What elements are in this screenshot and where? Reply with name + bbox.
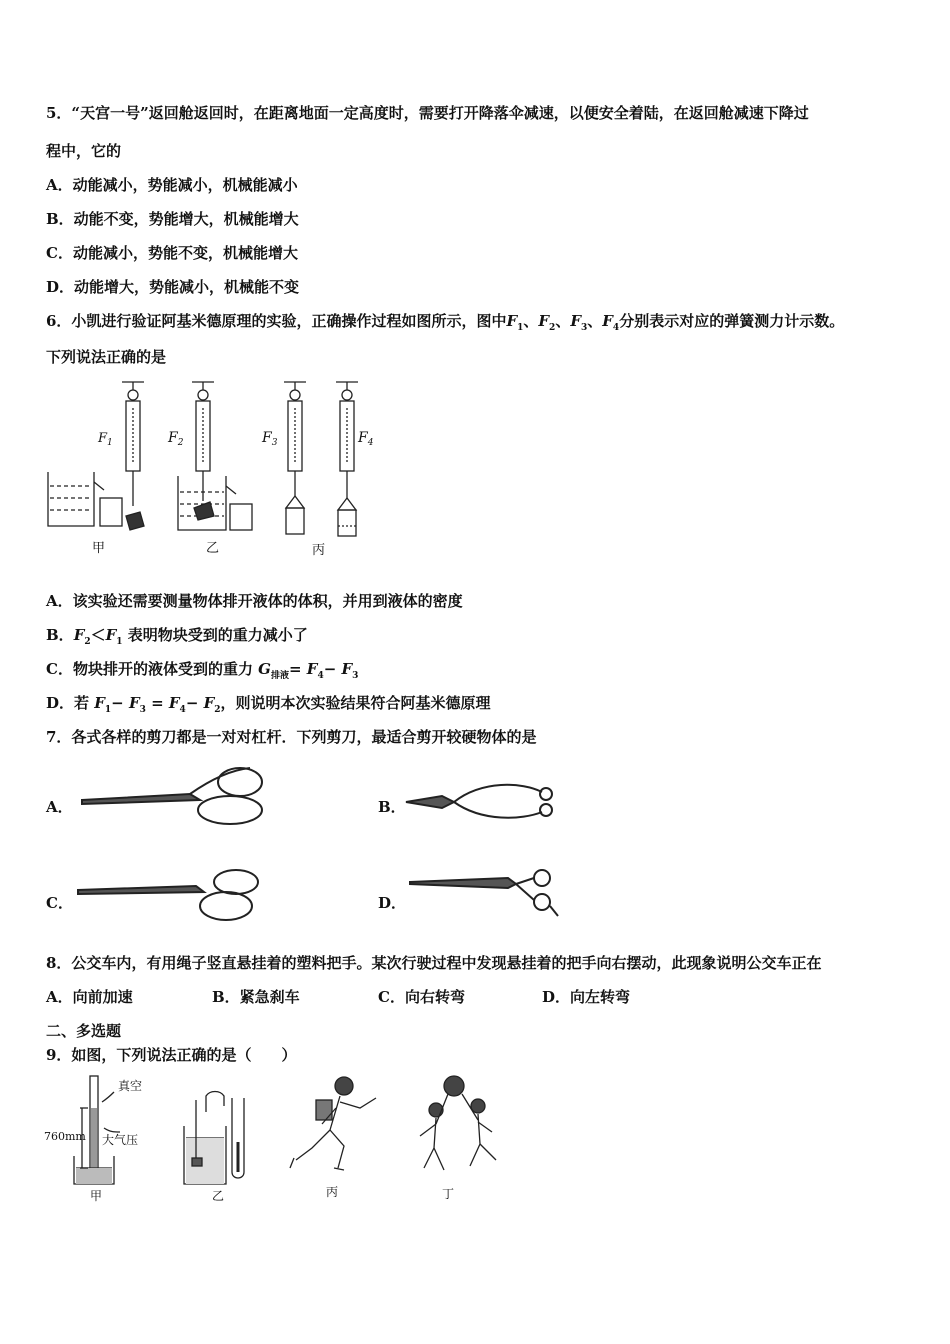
q8-option-c: C．向右转弯 — [378, 988, 465, 1006]
runner-figure — [290, 1077, 376, 1170]
q6-stem-part-a: 6．小凯进行验证阿基米德原理的实验，正确操作过程如图所示，图中 — [46, 312, 507, 330]
q7-label-b: B． — [378, 798, 406, 816]
air-pressure-label: 大气压 — [102, 1133, 139, 1147]
q7-label-c: C． — [46, 894, 73, 912]
q7-stem: 7．各式各样的剪刀都是一对对杠杆．下列剪刀，最适合剪开较硬物体的是 — [46, 728, 537, 746]
760mm-label: 760mm — [44, 1130, 86, 1143]
yi-label: 乙 — [206, 541, 220, 556]
basketball-players — [420, 1076, 496, 1170]
q5-option-a: A．动能减小，势能减小，机械能减小 — [46, 176, 298, 194]
q5-stem-line2: 程中，它的 — [46, 142, 122, 160]
q8-option-d: D．向左转弯 — [542, 988, 631, 1006]
beaker-jia — [48, 472, 144, 530]
q9-figure — [44, 1072, 514, 1204]
q6-option-c-text: C．物块排开的液体受到的重力 — [46, 660, 259, 678]
f4-label: $F_4$ — [358, 430, 374, 448]
spring-scale-2 — [192, 382, 214, 501]
q6-option-a: A．该实验还需要测量物体排开液体的体积，并用到液体的密度 — [46, 592, 463, 610]
q8-option-a: A．向前加速 — [46, 988, 133, 1006]
pressure-manometer — [184, 1092, 244, 1185]
q6-stem-line1: 6．小凯进行验证阿基米德原理的实验，正确操作过程如图所示，图中$F_1$、$F_2$、$F_3$、$F_4$分别表示对应的弹簧测力计示数。 — [46, 312, 845, 333]
q7-label-a: A． — [46, 798, 73, 816]
f3-label: $F_3$ — [262, 430, 278, 448]
q5-option-b: B．动能不变，势能增大，机械能增大 — [46, 210, 299, 228]
q5-stem-line1: 5．“天宫一号”返回舱返回时，在距离地面一定高度时，需要打开降落伞减速，以便安全着陆，在返回舱减速下降过 — [46, 104, 809, 122]
q5-option-d: D．动能增大，势能减小，机械能不变 — [46, 278, 300, 296]
beaker-yi — [178, 476, 252, 530]
q7-label-d: D． — [378, 894, 407, 912]
q8-option-b: B．紧急刹车 — [212, 988, 300, 1006]
q9-stem: 9．如图，下列说法正确的是（ ） — [46, 1046, 297, 1064]
q9-ding-label: 丁 — [442, 1187, 455, 1201]
spring-scale-4 — [336, 382, 358, 536]
q6-option-c-sub: 排液 — [270, 671, 289, 681]
q6-option-b: B．$F_2<F_1$ 表明物块受到的重力减小了 — [46, 626, 308, 647]
q7-scissors-b — [402, 776, 557, 826]
vacuum-label: 真空 — [118, 1079, 143, 1093]
q6-option-b-text: 表明物块受到的重力减小了 — [127, 626, 308, 644]
spring-scale-1 — [122, 382, 144, 506]
q6-option-d-text: ，则说明本次实验结果符合阿基米德原理 — [220, 694, 491, 712]
q9-bing-label: 丙 — [326, 1185, 339, 1199]
section-title-multiple-choice: 二、多选题 — [46, 1022, 122, 1040]
q6-stem-line2: 下列说法正确的是 — [46, 348, 167, 366]
f1-label: $F_1$ — [98, 431, 113, 448]
q6-option-c: C．物块排开的液体受到的重力 $G_{排液}= F_4- F_3$ — [46, 660, 359, 681]
q9-yi-label: 乙 — [212, 1189, 225, 1203]
q6-stem-part-b: 分别表示对应的弹簧测力计示数。 — [619, 312, 845, 330]
q9-jia-label: 甲 — [90, 1189, 103, 1203]
q5-option-c: C．动能减小，势能不变，机械能增大 — [46, 244, 298, 262]
q7-scissors-c — [76, 866, 266, 926]
spring-scale-3 — [284, 382, 306, 534]
bing-label: 丙 — [312, 543, 326, 558]
q7-scissors-d — [408, 866, 563, 921]
jia-label: 甲 — [92, 541, 106, 556]
q6-option-d: D．若 $F_1- F_3 = F_4- F_2$，则说明本次实验结果符合阿基米德原理 — [46, 694, 491, 715]
f2-label: $F_2$ — [168, 430, 184, 448]
q8-stem: 8．公交车内，有用绳子竖直悬挂着的塑料把手。某次行驶过程中发现悬挂着的把手向右摆动，此现象说明公交车正在 — [46, 954, 822, 972]
q7-scissors-a — [80, 760, 270, 830]
q6-archimedes-figure — [44, 376, 374, 566]
